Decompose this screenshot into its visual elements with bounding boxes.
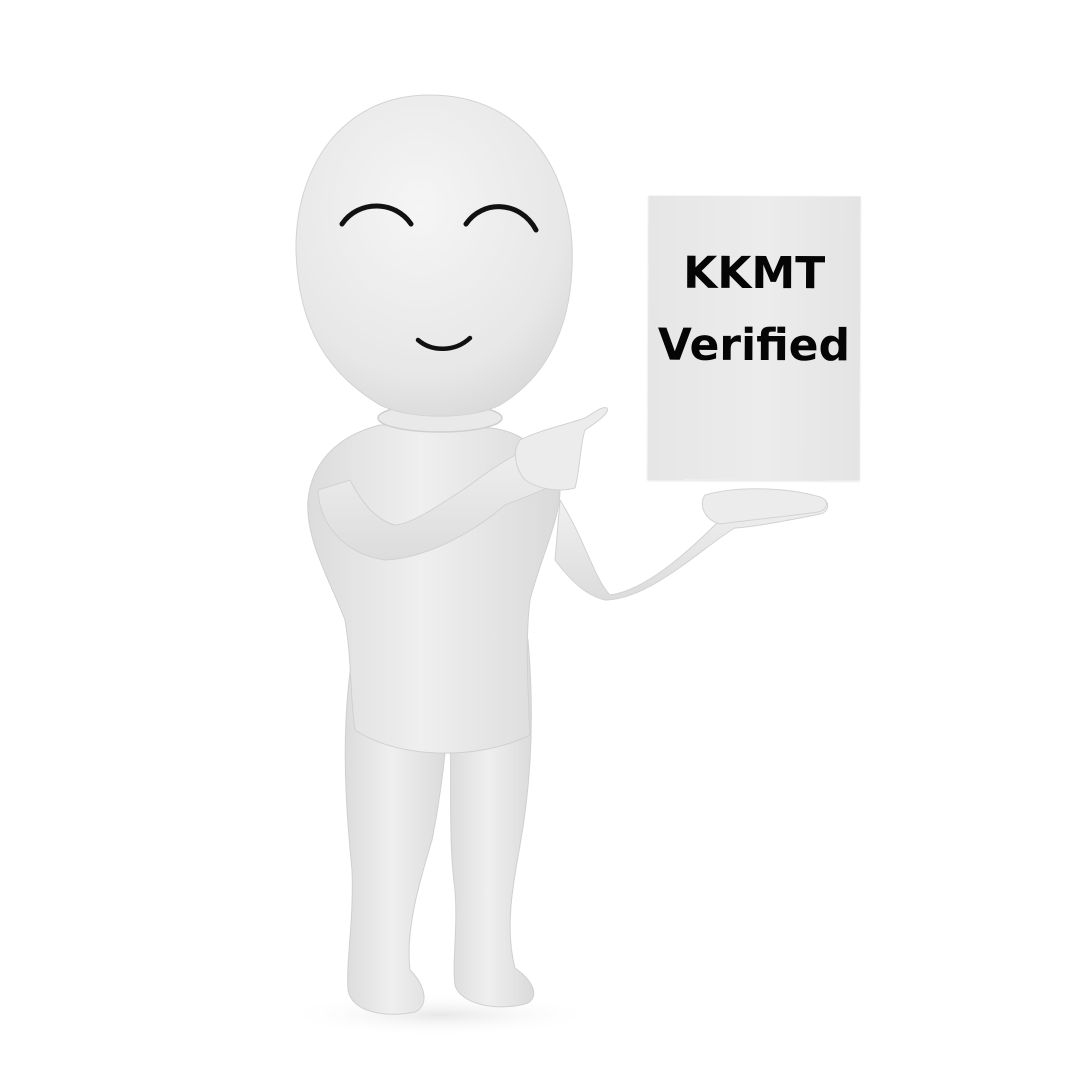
- verification-sign: [648, 196, 861, 481]
- open-palm: [702, 489, 826, 524]
- sign-subtitle: Verified: [657, 319, 851, 372]
- sign-title: KKMT: [683, 247, 826, 300]
- pointing-hand: [515, 408, 607, 490]
- floor-shadow: [280, 993, 600, 1037]
- head: [296, 95, 572, 416]
